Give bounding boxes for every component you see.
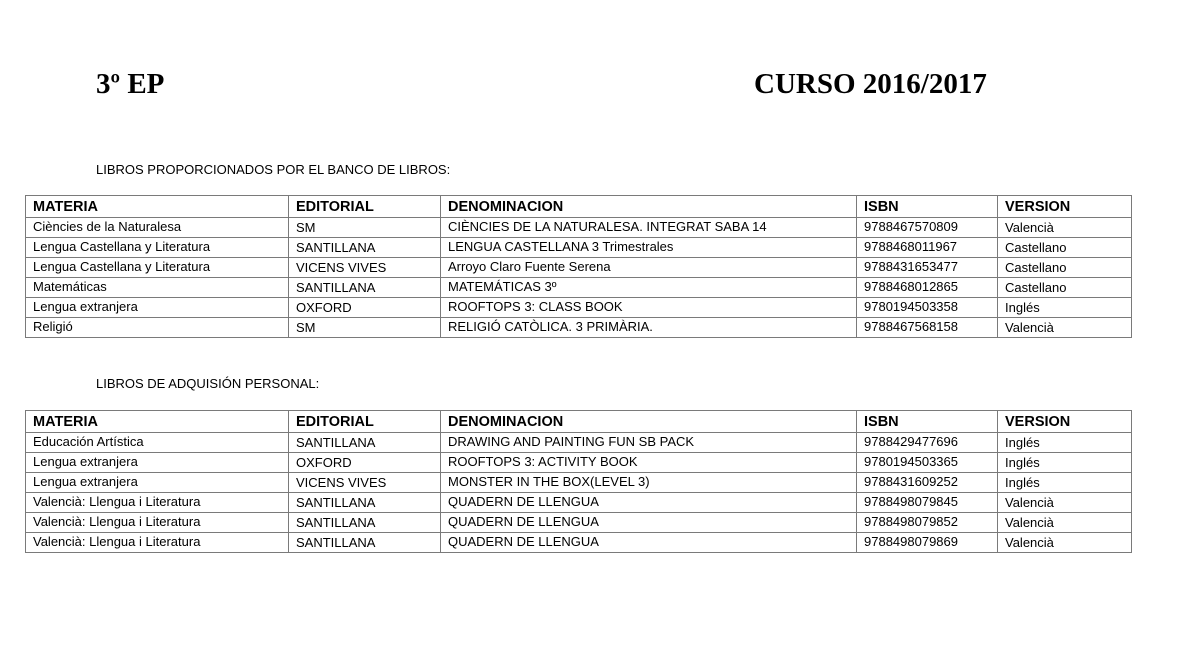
table-row bbox=[26, 238, 1132, 258]
cell-isbn: 9788498079845 bbox=[857, 493, 998, 513]
cell-editorial: VICENS VIVES bbox=[289, 258, 441, 278]
column-header-denominacion: DENOMINACION bbox=[441, 196, 857, 218]
cell-materia: Lengua Castellana y Literatura bbox=[26, 238, 289, 258]
column-header-version: VERSION bbox=[998, 411, 1132, 433]
cell-denominacion: ROOFTOPS 3: ACTIVITY BOOK bbox=[441, 453, 857, 473]
column-header-isbn: ISBN bbox=[857, 411, 998, 433]
table-header-row bbox=[26, 411, 1132, 433]
banco-books-table bbox=[25, 195, 1132, 338]
cell-version: Inglés bbox=[998, 453, 1132, 473]
cell-editorial: SANTILLANA bbox=[289, 493, 441, 513]
table-row bbox=[26, 258, 1132, 278]
cell-materia: Lengua extranjera bbox=[26, 298, 289, 318]
cell-isbn: 9780194503358 bbox=[857, 298, 998, 318]
cell-version: Valencià bbox=[998, 533, 1132, 553]
cell-editorial: OXFORD bbox=[289, 298, 441, 318]
cell-denominacion: QUADERN DE LLENGUA bbox=[441, 513, 857, 533]
cell-version: Valencià bbox=[998, 218, 1132, 238]
cell-editorial: SANTILLANA bbox=[289, 533, 441, 553]
cell-editorial: SM bbox=[289, 318, 441, 338]
table-row bbox=[26, 493, 1132, 513]
cell-version: Inglés bbox=[998, 433, 1132, 453]
cell-version: Castellano bbox=[998, 258, 1132, 278]
cell-materia: Valencià: Llengua i Literatura bbox=[26, 493, 289, 513]
cell-editorial: SANTILLANA bbox=[289, 513, 441, 533]
cell-materia: Lengua Castellana y Literatura bbox=[26, 258, 289, 278]
cell-isbn: 9788431609252 bbox=[857, 473, 998, 493]
cell-isbn: 9788467568158 bbox=[857, 318, 998, 338]
cell-materia: Lengua extranjera bbox=[26, 453, 289, 473]
cell-isbn: 9788468011967 bbox=[857, 238, 998, 258]
cell-isbn: 9788498079852 bbox=[857, 513, 998, 533]
cell-denominacion: QUADERN DE LLENGUA bbox=[441, 493, 857, 513]
cell-version: Valencià bbox=[998, 513, 1132, 533]
cell-editorial: VICENS VIVES bbox=[289, 473, 441, 493]
table-row bbox=[26, 218, 1132, 238]
table-row bbox=[26, 298, 1132, 318]
cell-version: Inglés bbox=[998, 473, 1132, 493]
cell-denominacion: ROOFTOPS 3: CLASS BOOK bbox=[441, 298, 857, 318]
cell-isbn: 9788431653477 bbox=[857, 258, 998, 278]
table-row bbox=[26, 318, 1132, 338]
cell-denominacion: Arroyo Claro Fuente Serena bbox=[441, 258, 857, 278]
grade-title: 3º EP bbox=[96, 68, 165, 100]
cell-isbn: 9788467570809 bbox=[857, 218, 998, 238]
cell-editorial: SM bbox=[289, 218, 441, 238]
column-header-version: VERSION bbox=[998, 196, 1132, 218]
cell-version: Inglés bbox=[998, 298, 1132, 318]
personal-books-table bbox=[25, 410, 1132, 553]
table-row bbox=[26, 453, 1132, 473]
cell-isbn: 9788498079869 bbox=[857, 533, 998, 553]
table-row bbox=[26, 513, 1132, 533]
cell-denominacion: LENGUA CASTELLANA 3 Trimestrales bbox=[441, 238, 857, 258]
column-header-denominacion: DENOMINACION bbox=[441, 411, 857, 433]
cell-denominacion: MONSTER IN THE BOX(LEVEL 3) bbox=[441, 473, 857, 493]
column-header-editorial: EDITORIAL bbox=[289, 196, 441, 218]
cell-isbn: 9788429477696 bbox=[857, 433, 998, 453]
cell-materia: Matemáticas bbox=[26, 278, 289, 298]
table-row bbox=[26, 433, 1132, 453]
course-title: CURSO 2016/2017 bbox=[754, 68, 987, 100]
table-row bbox=[26, 533, 1132, 553]
cell-editorial: SANTILLANA bbox=[289, 238, 441, 258]
cell-version: Castellano bbox=[998, 278, 1132, 298]
table-row bbox=[26, 473, 1132, 493]
cell-editorial: SANTILLANA bbox=[289, 278, 441, 298]
cell-materia: Ciències de la Naturalesa bbox=[26, 218, 289, 238]
column-header-isbn: ISBN bbox=[857, 196, 998, 218]
cell-materia: Educación Artística bbox=[26, 433, 289, 453]
cell-isbn: 9780194503365 bbox=[857, 453, 998, 473]
table-header-row bbox=[26, 196, 1132, 218]
cell-editorial: OXFORD bbox=[289, 453, 441, 473]
cell-denominacion: RELIGIÓ CATÒLICA. 3 PRIMÀRIA. bbox=[441, 318, 857, 338]
cell-isbn: 9788468012865 bbox=[857, 278, 998, 298]
cell-version: Valencià bbox=[998, 318, 1132, 338]
cell-denominacion: QUADERN DE LLENGUA bbox=[441, 533, 857, 553]
banco-section-label: LIBROS PROPORCIONADOS POR EL BANCO DE LIBROS: bbox=[96, 162, 451, 177]
cell-materia: Lengua extranjera bbox=[26, 473, 289, 493]
column-header-materia: MATERIA bbox=[26, 196, 289, 218]
column-header-editorial: EDITORIAL bbox=[289, 411, 441, 433]
cell-denominacion: MATEMÁTICAS 3º bbox=[441, 278, 857, 298]
cell-version: Castellano bbox=[998, 238, 1132, 258]
cell-version: Valencià bbox=[998, 493, 1132, 513]
cell-denominacion: CIÈNCIES DE LA NATURALESA. INTEGRAT SABA 14 bbox=[441, 218, 857, 238]
column-header-materia: MATERIA bbox=[26, 411, 289, 433]
cell-materia: Valencià: Llengua i Literatura bbox=[26, 533, 289, 553]
personal-section-label: LIBROS DE ADQUISIÓN PERSONAL: bbox=[96, 376, 320, 391]
cell-editorial: SANTILLANA bbox=[289, 433, 441, 453]
cell-denominacion: DRAWING AND PAINTING FUN SB PACK bbox=[441, 433, 857, 453]
cell-materia: Religió bbox=[26, 318, 289, 338]
table-row bbox=[26, 278, 1132, 298]
cell-materia: Valencià: Llengua i Literatura bbox=[26, 513, 289, 533]
